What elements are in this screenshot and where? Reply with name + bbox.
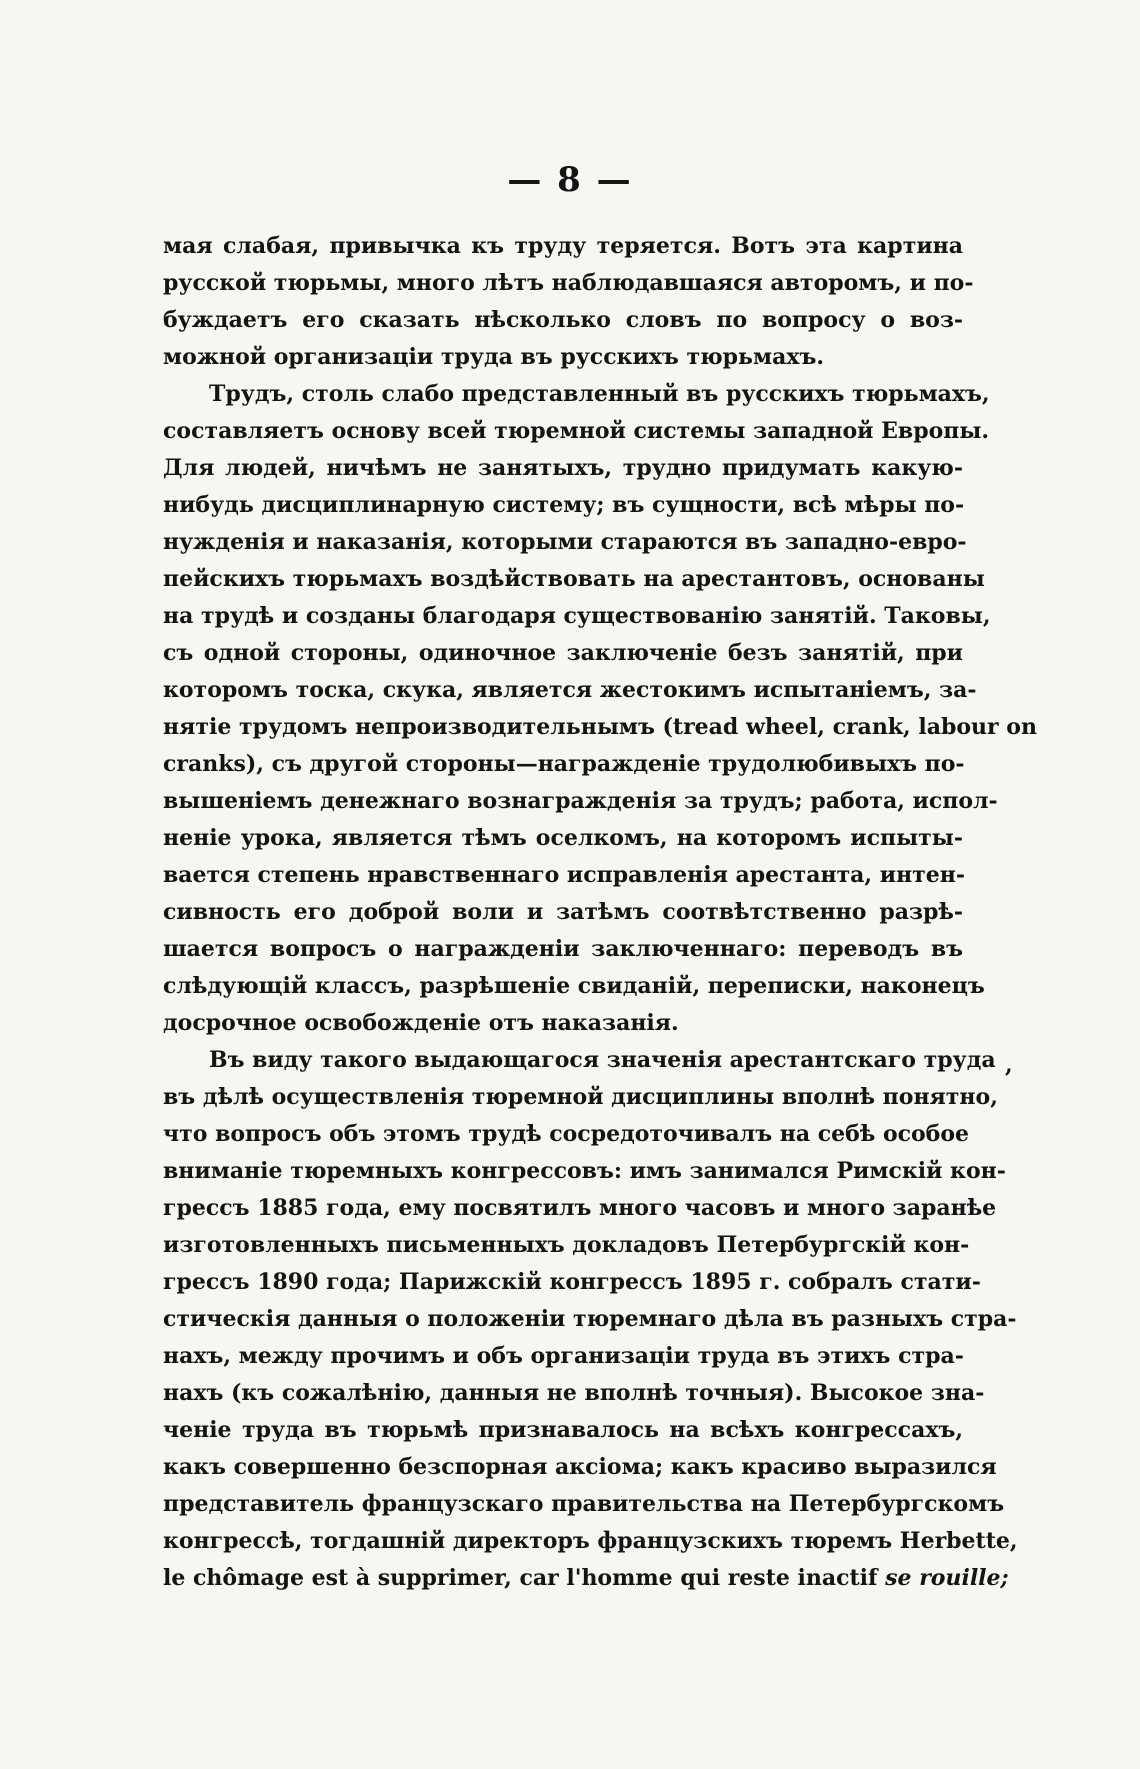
text-line: неніе урока, является тѣмъ оселкомъ, на которомъ испыты- — [163, 825, 963, 851]
text-line: нахъ, между прочимъ и объ организаціи труда въ этихъ стра- — [163, 1343, 964, 1369]
text-line: Въ виду такого выдающагося значенія арестантскаго труда — [209, 1047, 996, 1073]
text-line: вниманіе тюремныхъ конгрессовъ: имъ занимался Римскій кон- — [163, 1158, 1006, 1184]
text-line: нужденія и наказанія, которыми стараются въ западно-евро- — [163, 529, 967, 555]
text-line: нахъ (къ сожалѣнію, данныя не вполнѣ точныя). Высокое зна- — [163, 1380, 985, 1406]
text-line: грессъ 1890 года; Парижскій конгрессъ 1895 г. собралъ стати- — [163, 1269, 981, 1295]
text-line-final — [163, 1560, 1009, 1597]
text-line: вышеніемъ денежнаго вознагражденія за трудъ; работа, испол- — [163, 788, 998, 814]
text-line: стическія данныя о положеніи тюремнаго дѣла въ разныхъ стра- — [163, 1306, 1017, 1332]
text-line: нятіе трудомъ непроизводительнымъ (tread wheel, crank, labour on — [163, 714, 1037, 740]
text-line: на трудѣ и созданы благодаря существованію занятій. Таковы, — [163, 603, 991, 629]
text-line: съ одной стороны, одиночное заключеніе безъ занятій, при — [163, 640, 963, 666]
text-line: буждаетъ его сказать нѣсколько словъ по вопросу о воз- — [163, 307, 963, 333]
final-line-italic: se rouille; — [885, 1565, 1009, 1591]
text-line: досрочное освобожденіе отъ наказанія. — [163, 1010, 679, 1036]
text-line: представитель французскаго правительства на Петербургскомъ — [163, 1491, 1005, 1517]
text-line: шается вопросъ о награжденіи заключеннаго: переводъ въ — [163, 936, 963, 962]
text-line: составляетъ основу всей тюремной системы западной Европы. — [163, 418, 990, 444]
text-line: cranks), съ другой стороны—награжденіе трудолюбивыхъ по- — [163, 751, 965, 777]
paragraph-3 — [163, 1042, 1018, 1597]
margin-mark: , — [1005, 1052, 1013, 1078]
text-line: вается степень нравственнаго исправленія арестанта, интен- — [163, 862, 966, 888]
page-number: — 8 — — [507, 160, 633, 200]
text-line: слѣдующій классъ, разрѣшеніе свиданій, переписки, наконецъ — [163, 973, 985, 999]
final-line-roman: le chômage est à supprimer, car l'homme qui reste inactif — [163, 1565, 886, 1591]
text-line: русской тюрьмы, много лѣтъ наблюдавшаяся авторомъ, и по- — [163, 270, 974, 296]
text-line: въ дѣлѣ осуществленія тюремной дисциплины вполнѣ понятно, — [163, 1084, 998, 1110]
text-line: мая слабая, привычка къ труду теряется. Вотъ эта картина — [163, 233, 963, 259]
text-line: какъ совершенно безспорная аксіома; какъ красиво выразился — [163, 1454, 997, 1480]
text-line: Трудъ, столь слабо представленный въ русскихъ тюрьмахъ, — [209, 381, 990, 407]
text-line: изготовленныхъ письменныхъ докладовъ Петербургскій кон- — [163, 1232, 970, 1258]
text-line: что вопросъ объ этомъ трудѣ сосредоточивалъ на себѣ особое — [163, 1121, 970, 1147]
text-line: сивность его доброй воли и затѣмъ соотвѣтственно разрѣ- — [163, 899, 963, 925]
text-line: ченіе труда въ тюрьмѣ признавалось на всѣхъ конгрессахъ, — [163, 1417, 963, 1443]
text-line: нибудь дисциплинарную систему; въ сущности, всѣ мѣры по- — [163, 492, 965, 518]
body-text — [163, 228, 1037, 1597]
text-line: конгрессѣ, тогдашній директоръ французскихъ тюремъ Herbette, — [163, 1528, 1018, 1554]
paragraph-2 — [163, 376, 1037, 1042]
text-line: грессъ 1885 года, ему посвятилъ много часовъ и много заранѣе — [163, 1195, 997, 1221]
text-line: Для людей, ничѣмъ не занятыхъ, трудно придумать какую- — [163, 455, 963, 481]
text-line: можной организаціи труда въ русскихъ тюрьмахъ. — [163, 344, 824, 370]
paragraph-1 — [163, 228, 974, 376]
text-line: пейскихъ тюрьмахъ воздѣйствовать на арестантовъ, основаны — [163, 566, 985, 592]
text-line: которомъ тоска, скука, является жестокимъ испытаніемъ, за- — [163, 677, 977, 703]
